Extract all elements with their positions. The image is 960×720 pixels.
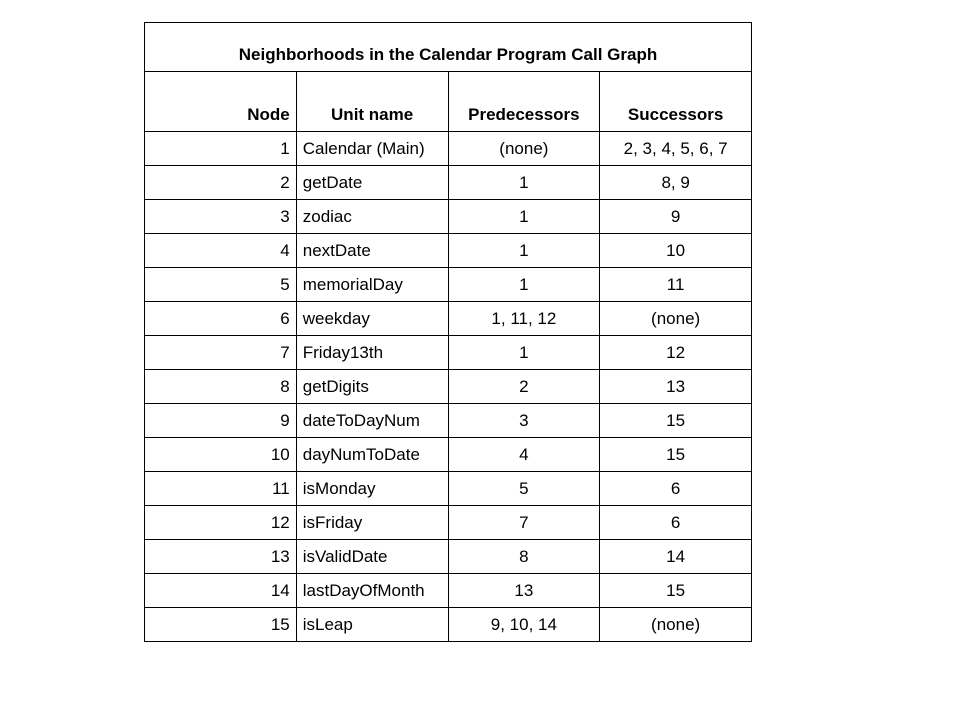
table-row bbox=[145, 132, 752, 166]
header-predecessors: Predecessors bbox=[448, 72, 600, 132]
cell-predecessors: 5 bbox=[448, 472, 600, 506]
table-title-row bbox=[145, 23, 752, 72]
cell-predecessors: 1 bbox=[448, 234, 600, 268]
cell-successors: 15 bbox=[600, 404, 752, 438]
table-row bbox=[145, 166, 752, 200]
cell-node: 2 bbox=[145, 166, 297, 200]
table-row bbox=[145, 438, 752, 472]
table-row bbox=[145, 404, 752, 438]
cell-successors: 6 bbox=[600, 506, 752, 540]
cell-successors: 2, 3, 4, 5, 6, 7 bbox=[600, 132, 752, 166]
table-body bbox=[145, 132, 752, 642]
cell-node: 3 bbox=[145, 200, 297, 234]
cell-node: 1 bbox=[145, 132, 297, 166]
cell-successors: 15 bbox=[600, 574, 752, 608]
table-row bbox=[145, 574, 752, 608]
table-title: Neighborhoods in the Calendar Program Call Graph bbox=[145, 23, 752, 72]
cell-unit-name: Calendar (Main) bbox=[296, 132, 448, 166]
cell-unit-name: nextDate bbox=[296, 234, 448, 268]
header-unit-name: Unit name bbox=[296, 72, 448, 132]
cell-successors: 15 bbox=[600, 438, 752, 472]
cell-unit-name: getDate bbox=[296, 166, 448, 200]
cell-predecessors: (none) bbox=[448, 132, 600, 166]
table-row bbox=[145, 472, 752, 506]
cell-unit-name: isValidDate bbox=[296, 540, 448, 574]
cell-unit-name: dateToDayNum bbox=[296, 404, 448, 438]
cell-node: 9 bbox=[145, 404, 297, 438]
table-row bbox=[145, 506, 752, 540]
cell-unit-name: dayNumToDate bbox=[296, 438, 448, 472]
cell-node: 12 bbox=[145, 506, 297, 540]
cell-successors: 12 bbox=[600, 336, 752, 370]
cell-predecessors: 7 bbox=[448, 506, 600, 540]
cell-predecessors: 8 bbox=[448, 540, 600, 574]
cell-predecessors: 2 bbox=[448, 370, 600, 404]
cell-predecessors: 1 bbox=[448, 336, 600, 370]
cell-predecessors: 9, 10, 14 bbox=[448, 608, 600, 642]
header-successors: Successors bbox=[600, 72, 752, 132]
cell-predecessors: 1 bbox=[448, 166, 600, 200]
cell-unit-name: memorialDay bbox=[296, 268, 448, 302]
cell-successors: 11 bbox=[600, 268, 752, 302]
cell-successors: (none) bbox=[600, 302, 752, 336]
cell-successors: 8, 9 bbox=[600, 166, 752, 200]
table-row bbox=[145, 234, 752, 268]
table-row bbox=[145, 200, 752, 234]
cell-node: 5 bbox=[145, 268, 297, 302]
cell-successors: 6 bbox=[600, 472, 752, 506]
cell-successors: (none) bbox=[600, 608, 752, 642]
cell-successors: 13 bbox=[600, 370, 752, 404]
cell-node: 7 bbox=[145, 336, 297, 370]
cell-node: 6 bbox=[145, 302, 297, 336]
cell-predecessors: 1 bbox=[448, 200, 600, 234]
cell-unit-name: getDigits bbox=[296, 370, 448, 404]
cell-predecessors: 1 bbox=[448, 268, 600, 302]
cell-node: 14 bbox=[145, 574, 297, 608]
cell-unit-name: lastDayOfMonth bbox=[296, 574, 448, 608]
cell-node: 13 bbox=[145, 540, 297, 574]
cell-successors: 10 bbox=[600, 234, 752, 268]
cell-node: 10 bbox=[145, 438, 297, 472]
cell-unit-name: isMonday bbox=[296, 472, 448, 506]
cell-predecessors: 1, 11, 12 bbox=[448, 302, 600, 336]
table-row bbox=[145, 370, 752, 404]
table-row bbox=[145, 540, 752, 574]
cell-node: 8 bbox=[145, 370, 297, 404]
cell-unit-name: Friday13th bbox=[296, 336, 448, 370]
cell-node: 4 bbox=[145, 234, 297, 268]
cell-unit-name: weekday bbox=[296, 302, 448, 336]
table-row bbox=[145, 336, 752, 370]
table-row bbox=[145, 268, 752, 302]
cell-successors: 14 bbox=[600, 540, 752, 574]
cell-predecessors: 4 bbox=[448, 438, 600, 472]
cell-unit-name: zodiac bbox=[296, 200, 448, 234]
cell-node: 11 bbox=[145, 472, 297, 506]
table-header-row bbox=[145, 72, 752, 132]
table-row bbox=[145, 608, 752, 642]
call-graph-neighborhoods-table bbox=[144, 22, 752, 642]
cell-predecessors: 3 bbox=[448, 404, 600, 438]
cell-unit-name: isFriday bbox=[296, 506, 448, 540]
call-graph-table-container bbox=[144, 22, 752, 642]
cell-unit-name: isLeap bbox=[296, 608, 448, 642]
cell-predecessors: 13 bbox=[448, 574, 600, 608]
cell-node: 15 bbox=[145, 608, 297, 642]
table-row bbox=[145, 302, 752, 336]
header-node: Node bbox=[145, 72, 297, 132]
cell-successors: 9 bbox=[600, 200, 752, 234]
